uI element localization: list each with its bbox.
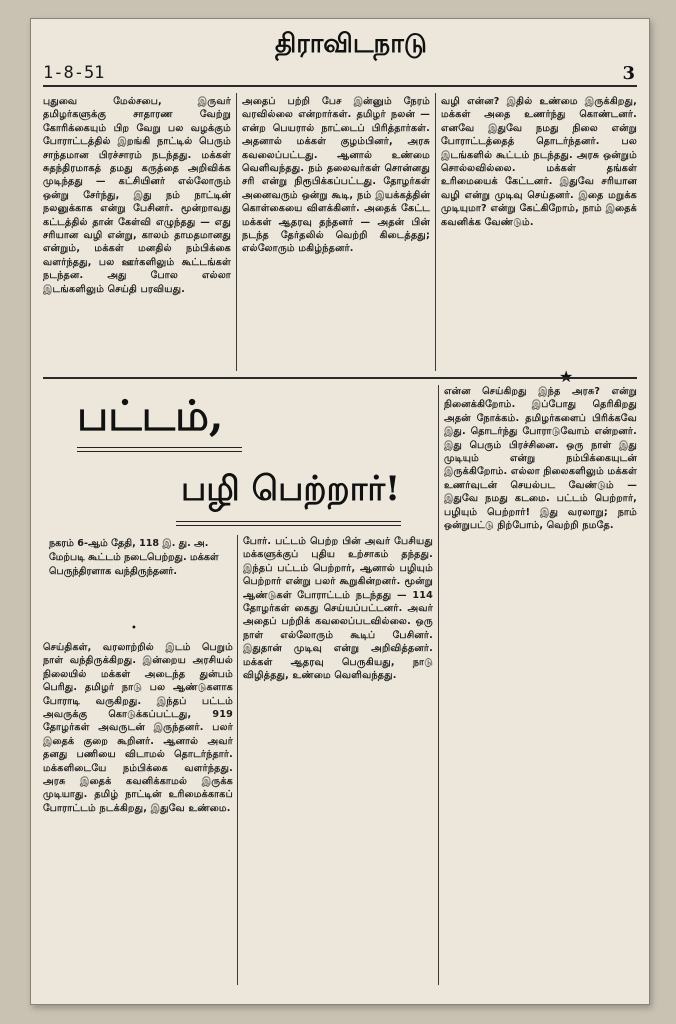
section-rule <box>43 377 637 379</box>
column-divider <box>236 93 237 371</box>
headline-line-1: பட்டம், <box>77 391 224 440</box>
top-column-2: அதைப் பற்றி பேச இன்னும் நேரம் வரவில்லை என்றார்கள். தமிழர் நலன் — என்ற பெயரால் நாட்டைப் பிரித்தார்கள். அதனால் மக்கள் குழம்பினர், அரசு கவலைப்பட்டது. ஆனால் உண்மை வெளிவந்தது. நம் தலைவர்கள் சொன்னது சரி என்று நிரூபிக்கப்பட்டது. தோழர்கள் அனைவரும் ஒன்று கூடி, நம் இயக்கத்தின் கொள்கையை விளக்கினர். அதைக் கேட்ட மக்கள் ஆதரவு தந்தனர் — அதன் பின் நடந்த தேர்தலில் வெற்றி கிடைத்தது; எல்லோரும் மகிழ்ந்தனர். <box>242 96 430 255</box>
headline-underline <box>176 525 401 526</box>
issue-date: 1-8-51 <box>43 63 105 83</box>
paper-name: திராவிடநாடு <box>274 29 428 59</box>
column-divider <box>438 385 439 985</box>
headline-underline <box>77 451 242 452</box>
newspaper-page <box>30 18 650 1005</box>
headline-underline <box>77 447 242 448</box>
top-column-3: வழி என்ன? இதில் உண்மை இருக்கிறது, மக்கள் அதை உணர்ந்து கொண்டனர். எனவே இதுவே நமது நிலை என்று போராட்டத்தைத் தொடர்ந்தனர். பல இடங்களில் கூட்டம் நடந்தது. அரசு ஒன்றும் சொல்லவில்லை. மக்கள் தங்கள் உரிமையைக் கேட்டனர். இதுவே சரியான வழி என்று முடிவு செய்தனர். இதை மறுக்க முடியுமா? என்று கேட்கிறோம், நாம் இதைக் கவனிக்க வேண்டும். <box>441 96 637 228</box>
headline-line-2: பழி பெற்றார்! <box>181 469 401 509</box>
page-number: 3 <box>622 63 635 84</box>
masthead <box>31 19 649 89</box>
top-column-1: புதுவை மேல்சபை, இருவர் தமிழர்களுக்கு சாதாரண வேற்று கோரிக்கையும் பிற வேறு பல வழக்கும் போராட்டத்தில் இறங்கி நாட்டில் பெரும் சாந்தமான பிரச்சாரம் நடந்தது. மக்கள் சுதந்திரமாகத் தமது கருத்தை அறிவிக்க முடிந்தது — கட்சியினர் எல்லோரும் ஒன்று சேர்ந்து, இது நம் நாட்டின் நலனுக்காக என்று பேசினர். மூன்றாவது கட்டத்தில் தான் கேள்வி எழுந்தது — எது சரியான வழி என்று, காலம் தாமதமானது என்றும், மக்கள் மனதில் நம்பிக்கை வளர்ந்தது, பல ஊர்களிலும் கூட்டங்கள் நடந்தன. அது போல எல்லா இடங்களிலும் செய்தி பரவியது. <box>43 96 231 295</box>
column-divider <box>435 93 436 371</box>
separator-dot: • <box>131 623 137 634</box>
header-rule <box>43 85 637 87</box>
article-column-1: செய்திகள், வரலாற்றில் இடம் பெறும் நாள் வந்திருக்கிறது. இன்றைய அரசியல் நிலையில் மக்கள் அடைந்த துன்பம் பெரிது. தமிழர் நாடு பல ஆண்டுகளாக போராடி வருகிறது. இந்தப் பட்டம் அவருக்கு கொடுக்கப்பட்டது, 919 தோழர்கள் அவருடன் இருந்தனர். பலர் இதைக் குறை கூறினர். ஆனால் அவர் தனது பணியை விடாமல் தொடர்ந்தார். மக்களிடையே நம்பிக்கை வளர்ந்தது. அரசு இதைக் கவனிக்காமல் இருக்க முடியாது. தமிழ் நாட்டின் உரிமைக்காகப் போராட்டம் நடக்கிறது, இதுவே உண்மை. <box>43 642 233 814</box>
article-column-3: என்ன செய்கிறது இந்த அரசு? என்று நினைக்கிறோம். இப்போது தெரிகிறது அதன் நோக்கம். தமிழர்களைப் பிரிக்கவே இது. தொடர்ந்து போராடுவோம் என்றனர். இது பெரும் பிரச்சினை. ஒரு நாள் இது முடியும் என்று நம்பிக்கையுடன் இருக்கிறோம். எல்லா நிலைகளிலும் மக்கள் உணர்வுடன் செயல்பட வேண்டும் — இதுவே நமது கடமை. பட்டம் பெற்றார், பழியும் பெற்றார்! இது வரலாறு; நாம் ஒன்றுபட்டு நிற்போம், வெற்றி நமதே. <box>444 386 637 532</box>
article-dateline: நகரம் 6-ஆம் தேதி, 118 இ. து. அ. மேற்படி கூட்டம் நடைபெற்றது. மக்கள் பெருந்திரளாக வந்திருந்தனர். <box>49 538 219 577</box>
article-column-2: போர். பட்டம் பெற்ற பின் அவர் பேசியது மக்களுக்குப் புதிய உற்சாகம் தந்தது. இந்தப் பட்டம் பெற்றார், ஆனால் பழியும் பெற்றார் என்று பலர் கூறுகின்றனர். மூன்று ஆண்டுகள் போராட்டம் நடந்தது — 114 தோழர்கள் கைது செய்யப்பட்டனர். அவர் அதைப் பற்றிக் கவலைப்படவில்லை. ஒரு நாள் எல்லோரும் கூடிப் பேசினர். இதுதான் முடிவு என்று அறிவித்தனர். மக்கள் ஆதரவு பெருகியது, நாடு விழித்தது, உண்மை வெளிவந்தது. <box>243 536 433 682</box>
headline-underline <box>176 521 401 522</box>
column-divider <box>237 535 238 985</box>
